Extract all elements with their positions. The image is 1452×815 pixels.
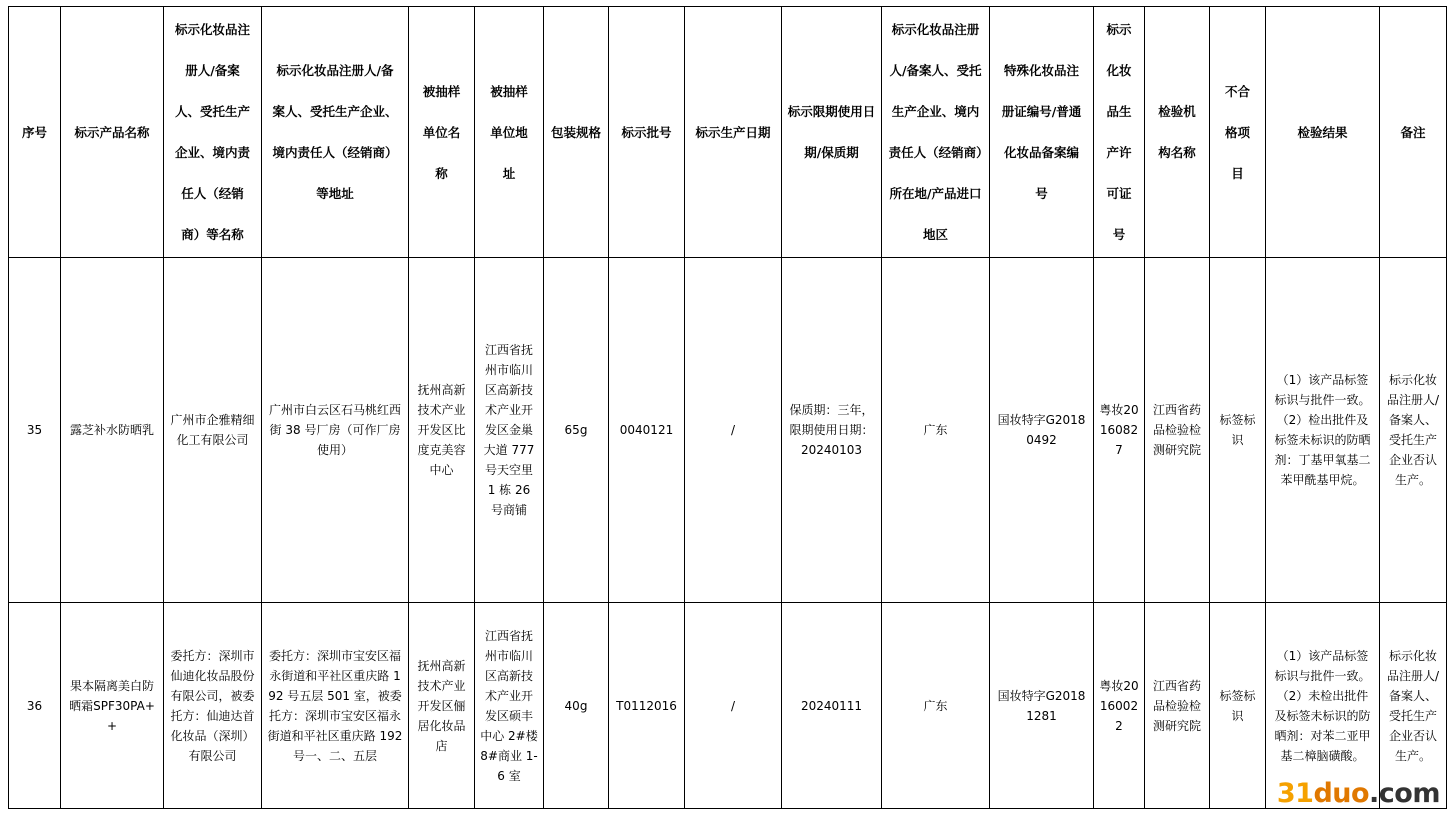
header-cell-product-name: 标示产品名称: [61, 7, 164, 258]
cell-production-date: /: [685, 603, 782, 809]
watermark-name: duo: [1313, 778, 1370, 809]
header-cell-sampled-unit-name: 被抽样单位名称: [409, 7, 475, 258]
table-row: [9, 603, 1447, 809]
cell-failed-item: 标签标识: [1210, 603, 1266, 809]
header-cell-registrant-address: 标示化妆品注册人/备案人、受托生产企业、境内责任人（经销商）等地址: [262, 7, 409, 258]
cell-production-date: /: [685, 258, 782, 603]
cell-package-spec: 40g: [544, 603, 609, 809]
watermark-domain: .com: [1369, 778, 1440, 809]
cell-seq: 36: [9, 603, 61, 809]
header-cell-failed-item: 不合格项目: [1210, 7, 1266, 258]
cell-sampled-unit-address: 江西省抚州市临川区高新技术产业开发区金巢大道 777 号天空里 1 栋 26 号商铺: [475, 258, 544, 603]
header-cell-registration-number: 特殊化妆品注册证编号/普通化妆品备案编号: [990, 7, 1094, 258]
cell-seq: 35: [9, 258, 61, 603]
header-cell-seq: 序号: [9, 7, 61, 258]
site-watermark: [1277, 778, 1440, 809]
cell-expiry: 20240111: [782, 603, 882, 809]
header-cell-registrant-name: 标示化妆品注册人/备案人、受托生产企业、境内责任人（经销商）等名称: [164, 7, 262, 258]
cell-expiry: 保质期：三年，限期使用日期：20240103: [782, 258, 882, 603]
cell-registrant-address: 广州市白云区石马桃红西街 38 号厂房（可作厂房使用）: [262, 258, 409, 603]
watermark-number: 31: [1276, 778, 1314, 809]
cell-remarks: 标示化妆品注册人/备案人、受托生产企业否认生产。: [1380, 258, 1447, 603]
header-cell-batch-number: 标示批号: [609, 7, 685, 258]
cell-package-spec: 65g: [544, 258, 609, 603]
header-cell-remarks: 备注: [1380, 7, 1447, 258]
header-cell-package-spec: 包装规格: [544, 7, 609, 258]
cell-production-license: 粤妆20160022: [1094, 603, 1145, 809]
inspection-results-table: [8, 6, 1447, 809]
header-cell-production-date: 标示生产日期: [685, 7, 782, 258]
header-cell-sampled-unit-address: 被抽样单位地址: [475, 7, 544, 258]
cell-registration-number: 国妆特字G20181281: [990, 603, 1094, 809]
cell-production-license: 粤妆20160827: [1094, 258, 1145, 603]
cell-sampled-unit-address: 江西省抚州市临川区高新技术产业开发区硕丰中心 2#楼 8#商业 1-6 室: [475, 603, 544, 809]
cell-inspection-result: （1）该产品标签标识与批件一致。（2）未检出批件及标签未标识的防晒剂：对苯二亚甲基二樟脑磺酸。: [1266, 603, 1380, 809]
cell-inspection-agency: 江西省药品检验检测研究院: [1145, 258, 1210, 603]
cell-product-name: 果本隔离美白防晒霜SPF30PA++: [61, 603, 164, 809]
cell-failed-item: 标签标识: [1210, 258, 1266, 603]
cell-sampled-unit-name: 抚州高新技术产业开发区俪居化妆品店: [409, 603, 475, 809]
cell-inspection-result: （1）该产品标签标识与批件一致。（2）检出批件及标签未标识的防晒剂：丁基甲氧基二苯甲酰基甲烷。: [1266, 258, 1380, 603]
cell-registrant-address: 委托方：深圳市宝安区福永街道和平社区重庆路 192 号五层 501 室，被委托方：深圳市宝安区福永街道和平社区重庆路 192 号一、二、五层: [262, 603, 409, 809]
cell-registration-number: 国妆特字G20180492: [990, 258, 1094, 603]
header-cell-inspection-result: 检验结果: [1266, 7, 1380, 258]
header-row: [9, 7, 1447, 258]
header-cell-inspection-agency: 检验机构名称: [1145, 7, 1210, 258]
cell-sampled-unit-name: 抚州高新技术产业开发区比度克美容中心: [409, 258, 475, 603]
cell-remarks: 标示化妆品注册人/备案人、受托生产企业否认生产。: [1380, 603, 1447, 809]
header-cell-origin-region: 标示化妆品注册人/备案人、受托生产企业、境内责任人（经销商）所在地/产品进口地区: [882, 7, 990, 258]
cell-origin-region: 广东: [882, 258, 990, 603]
cell-batch-number: T0112016: [609, 603, 685, 809]
cell-batch-number: 0040121: [609, 258, 685, 603]
table-row: [9, 258, 1447, 603]
cell-inspection-agency: 江西省药品检验检测研究院: [1145, 603, 1210, 809]
header-cell-production-license: 标示化妆品生产许可证号: [1094, 7, 1145, 258]
cell-product-name: 露芝补水防晒乳: [61, 258, 164, 603]
cell-registrant-name: 委托方：深圳市仙迪化妆品股份有限公司，被委托方：仙迪达首化妆品（深圳）有限公司: [164, 603, 262, 809]
cell-registrant-name: 广州市企雅精细化工有限公司: [164, 258, 262, 603]
header-cell-expiry: 标示限期使用日期/保质期: [782, 7, 882, 258]
cell-origin-region: 广东: [882, 603, 990, 809]
